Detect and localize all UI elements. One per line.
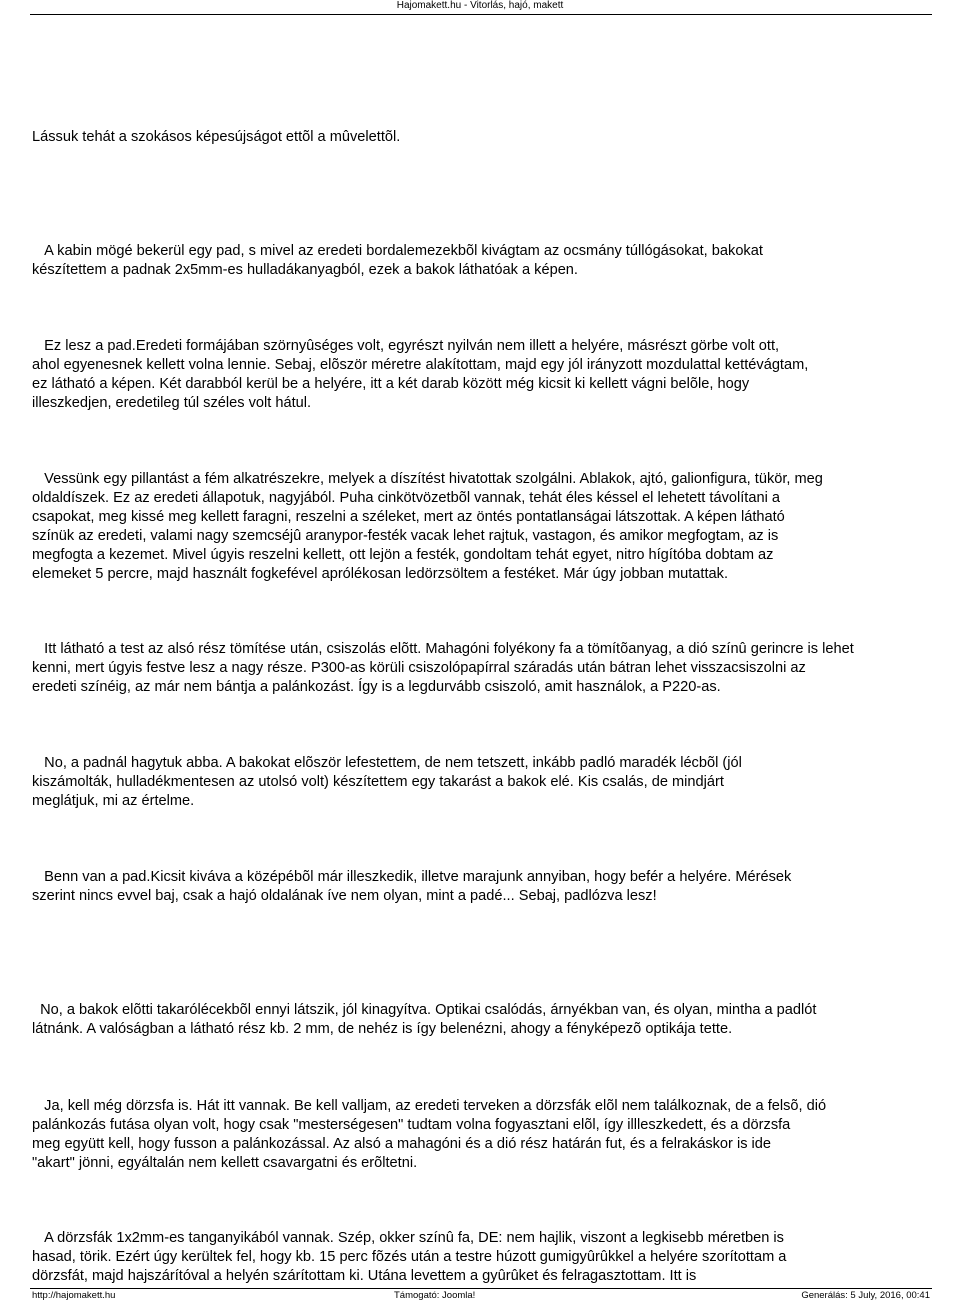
- paragraph-dorzsfa-anyag: A dörzsfák 1x2mm-es tanganyikából vannak. Szép, okker színû fa, DE: nem hajlik, viszont a legkisebb méretben is hasad, törik. Ezért úgy kerültek fel, hogy kb. 15 perc fõzés után a testre húzott gumigyûrûkkel a helyére szorítottam a dörzsfát, majd hajszárítóval a helyén szárítottam ki. Utána levettem a gyûrûket és felragasztottam. Itt is: [32, 1230, 787, 1284]
- paragraph-fem-alkatreszek: Vessünk egy pillantást a fém alkatrészekre, melyek a díszítést hivatottak szolgálni. Ablakok, ajtó, galionfigura, tükör, meg oldaldíszek. Ez az eredeti állapotuk, nagyjából. Puha cinkötvözetbõl vannak, tehát éles késsel el lehetett távolítani a csapokat, meg kissé meg kellett faragni, reszelni a széleket, mert az öntés pontatlanságai látszottak. A képen látható színük az eredeti, valami nagy szemcséjû aranypor-festék vacak lehet rajtuk, vastagon, és amikor megfogtam, az is megfogta a kezemet. Mivel úgyis reszelni kellett, ott lejön a festék, gondoltam tehát egyet, nitro hígítóba dobtam az elemeket 5 percre, majd használt fogkefével aprólékosan ledörzsöltem a festéket. Már úgy jobban mutattak.: [32, 471, 823, 582]
- paragraph-pad-forma: Ez lesz a pad.Eredeti formájában szörnyûséges volt, egyrészt nyilván nem illett a helyére, másrészt görbe volt ott, ahol egyenesnek kellett volna lennie. Sebaj, elõször méretre alakítottam, majd egy jól irányzott mozdulattal kettévágtam, ez látható a képen. Két darabból kerül be a helyére, itt a két darab között még kicsit ki kellett vágni belõle, hogy illeszkedjen, eredetileg túl széles volt hátul.: [32, 338, 809, 411]
- paragraph-bakok-takaras: No, a padnál hagytuk abba. A bakokat elõször lefestettem, de nem tetszett, inkább padló maradék lécbõl (jól kiszámolták, hulladékmentesen az utolsó volt) készítettem egy takarást a bakok elé. Kis csalás, de mindjárt meglátjuk, mi az értelme.: [32, 755, 742, 809]
- footer-generated-date: Generálás: 5 July, 2016, 00:41: [801, 1290, 930, 1301]
- paragraph-benn-a-pad: Benn van a pad.Kicsit kiváva a középébõl már illeszkedik, illetve marajunk annyiban, hogy befér a helyére. Mérések szerint nincs evvel baj, csak a hajó oldalának íve nem olyan, mint a padé... Sebaj, padlózva lesz!: [32, 869, 792, 904]
- paragraph-kabin-pad: A kabin mögé bekerül egy pad, s mivel az eredeti bordalemezekbõl kivágtam az ocsmány túllógásokat, bakokat készítettem a padnak 2x5mm-es hulladákanyagból, ezek a bakok láthatóak a képen.: [32, 243, 763, 278]
- footer-sponsor: Támogató: Joomla!: [394, 1290, 476, 1301]
- page-footer: [32, 1290, 930, 1302]
- paragraph-dorzsfa: Ja, kell még dörzsfa is. Hát itt vannak. Be kell valljam, az eredeti terveken a dörzsfák elõl nem találkoznak, de a felsõ, dió palánkozás futása olyan volt, hogy csak "mesterségesen" tudtam volna fogyasztani elõl, így illleszkedett, és a dörzsfa meg együtt kell, hogy fusson a palánkozással. Az alsó a mahagóni és a dió rész határán fut, és a felrakáskor is ide "akart" jönni, egyáltalán nem kellett csavargatni és erõltetni.: [32, 1098, 827, 1171]
- paragraph-intro: Lássuk tehát a szokásos képesújságot ettõl a mûvelettõl.: [32, 129, 401, 145]
- footer-site-link[interactable]: http://hajomakett.hu: [32, 1290, 116, 1301]
- footer-divider: [30, 1288, 932, 1289]
- page-header-title: Hajomakett.hu - Vitorlás, hajó, makett: [396, 0, 564, 11]
- paragraph-takarolecek: No, a bakok elõtti takarólécekbõl ennyi látszik, jól kinagyítva. Optikai csalódás, árnyékban van, és olyan, mintha a padlót látnánk. A valóságban a látható rész kb. 2 mm, de nehéz is így belenézni, ahogy a fényképezõ optikája tette.: [32, 1002, 817, 1037]
- paragraph-test-tomites: Itt látható a test az alsó rész tömítése után, csiszolás elõtt. Mahagóni folyékony fa a tömítõanyag, a dió színû gerincre is lehet kenni, mert úgyis festve lesz a nagy része. P300-as körüli csiszolópapírral száradás után bátran lehet visszacsiszolni az eredeti színéig, az már nem bántja a palánkozást. Így is a legdurvább csiszoló, amit használok, a P220-as.: [32, 641, 854, 695]
